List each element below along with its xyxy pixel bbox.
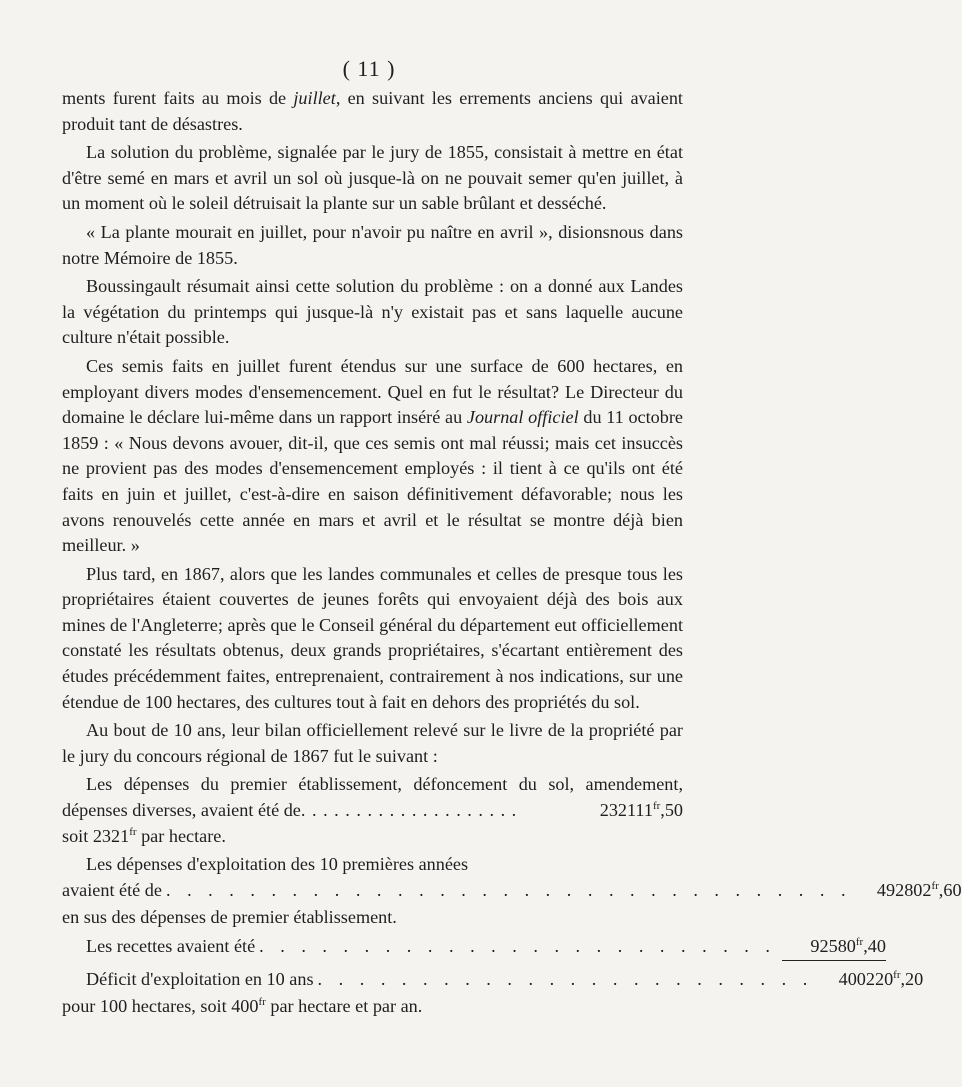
body-text	[62, 86, 962, 1023]
ledger-deficit	[62, 967, 924, 993]
ledger-label: Les dépenses du premier établissement, défoncement du sol, amendement, dépenses diverses, avaient été de	[62, 774, 683, 821]
amount-unit: fr	[931, 879, 939, 892]
italic-text: juillet	[293, 88, 336, 108]
ledger-amount	[782, 934, 886, 961]
amount-unit: fr	[893, 968, 901, 981]
amount-unit: fr	[652, 799, 661, 812]
amount-main: 492802	[876, 879, 932, 900]
text-run: par hectare et par an.	[265, 996, 423, 1017]
ledger-receipts	[62, 934, 886, 961]
ledger-note: en sus des dépenses de premier établissement.	[62, 907, 397, 928]
text-run: soit 2321	[62, 825, 130, 846]
amount-unit: fr	[129, 825, 137, 838]
paragraph-6: Plus tard, en 1867, alors que les landes communales et celles de presque tous les propriétaires étaient couvertes de jeunes forêts qui envoyaient déjà des bois aux mines de l'Angleterre; après que le Conseil général du département eut officiellement constaté les résultats obtenus, deux grands propriétaires, s'écartant entièrement des études précédemment faites, entreprenaient, contrairement à nos indications, sur une étendue de 100 hectares, des cultures tout à fait en dehors des propriétés du sol.	[62, 563, 683, 712]
ledger-expenses-first	[62, 772, 683, 823]
leader-dots: . . . . . . . . . . . . . . . . . . . .	[300, 800, 518, 821]
paragraph-4: Boussingault résumait ainsi cette solution du problème : on a donné aux Landes la végétation du printemps qui jusque-là n'y existait pas et sans laquelle aucune culture n'était possible.	[62, 276, 683, 348]
ledger-label: avaient été de	[62, 879, 162, 900]
leader-dots: . . . . . . . . . . . . . . . . . . . . . . . . . . . . . . . . .	[165, 879, 852, 900]
amount-unit: fr	[855, 935, 864, 948]
page-number: ( 11 )	[342, 56, 396, 81]
text-run: , en suivant les errements anciens qui avaient produit tant de désastres.	[62, 88, 683, 134]
paragraph-7: Au bout de 10 ans, leur bilan officiellement relevé sur le livre de la propriété par le jury du concours régional de 1867 fut le suivant :	[62, 720, 683, 766]
text-run: Ces semis faits en juillet furent étendus sur une surface de 600 hectares, en employant divers modes d'ensemencement. Quel en fut le résultat? Le Directeur du domaine le déclare lui-même dans un rapport inséré au	[62, 355, 683, 428]
paragraph-1	[62, 86, 683, 137]
ledger-amount	[858, 878, 962, 904]
paragraph-3: « La plante mourait en juillet, pour n'avoir pu naître en avril », disionsnous dans notre Mémoire de 1855.	[62, 221, 683, 268]
amount-main: 232111	[599, 800, 653, 821]
ledger-amount	[819, 967, 923, 993]
amount-decimal: ,20	[900, 968, 924, 989]
ledger-final	[62, 994, 683, 1020]
ledger-expenses-operating-line1: Les dépenses d'exploitation des 10 premières années	[86, 854, 469, 875]
ledger-per-hectare	[62, 824, 683, 850]
ledger-label: Déficit d'exploitation en 10 ans	[86, 968, 314, 989]
ledger-amount	[576, 798, 683, 824]
amount-main: 400220	[838, 968, 894, 989]
ledger-expenses-operating	[62, 878, 962, 904]
amount-unit: fr	[258, 996, 266, 1009]
leader-dots: . . . . . . . . . . . . . . . . . . . . . . . . .	[259, 936, 776, 956]
paragraph-5	[62, 354, 683, 559]
text-run: pour 100 hectares, soit 400	[62, 996, 259, 1017]
paragraph-2: La solution du problème, signalée par le jury de 1855, consistait à mettre en état d'être semé en mars et avril un sol où jusque-là on ne pouvait semer qu'en juillet, à un moment où le soleil détruisait la plante sur un sable brûlant et desséché.	[62, 142, 683, 214]
amount-decimal: ,60	[938, 879, 962, 900]
amount-main: 92580	[810, 936, 856, 956]
italic-text: Journal officiel	[466, 407, 579, 428]
text-run: par hectare.	[136, 825, 226, 846]
ledger-label: Les recettes avaient été	[86, 936, 256, 956]
amount-decimal: ,50	[660, 800, 683, 821]
amount-decimal: ,40	[863, 936, 886, 956]
leader-dots: . . . . . . . . . . . . . . . . . . . . . . . .	[317, 968, 814, 989]
text-run: du 11 octobre 1859 : « Nous devons avouer, dit-il, que ces semis ont mal réussi; mais cet insuccès ne provient pas des modes d'ensemencement employés : il tient à ce qu'ils ont été faits en juin et juillet, c'est-à-dire en saison définitivement défavorable; nous les avons renouvelés cette année en mars et avril et le résultat se montre déjà bien meilleur. »	[62, 407, 683, 556]
text-run: ments furent faits au mois de	[62, 88, 294, 108]
